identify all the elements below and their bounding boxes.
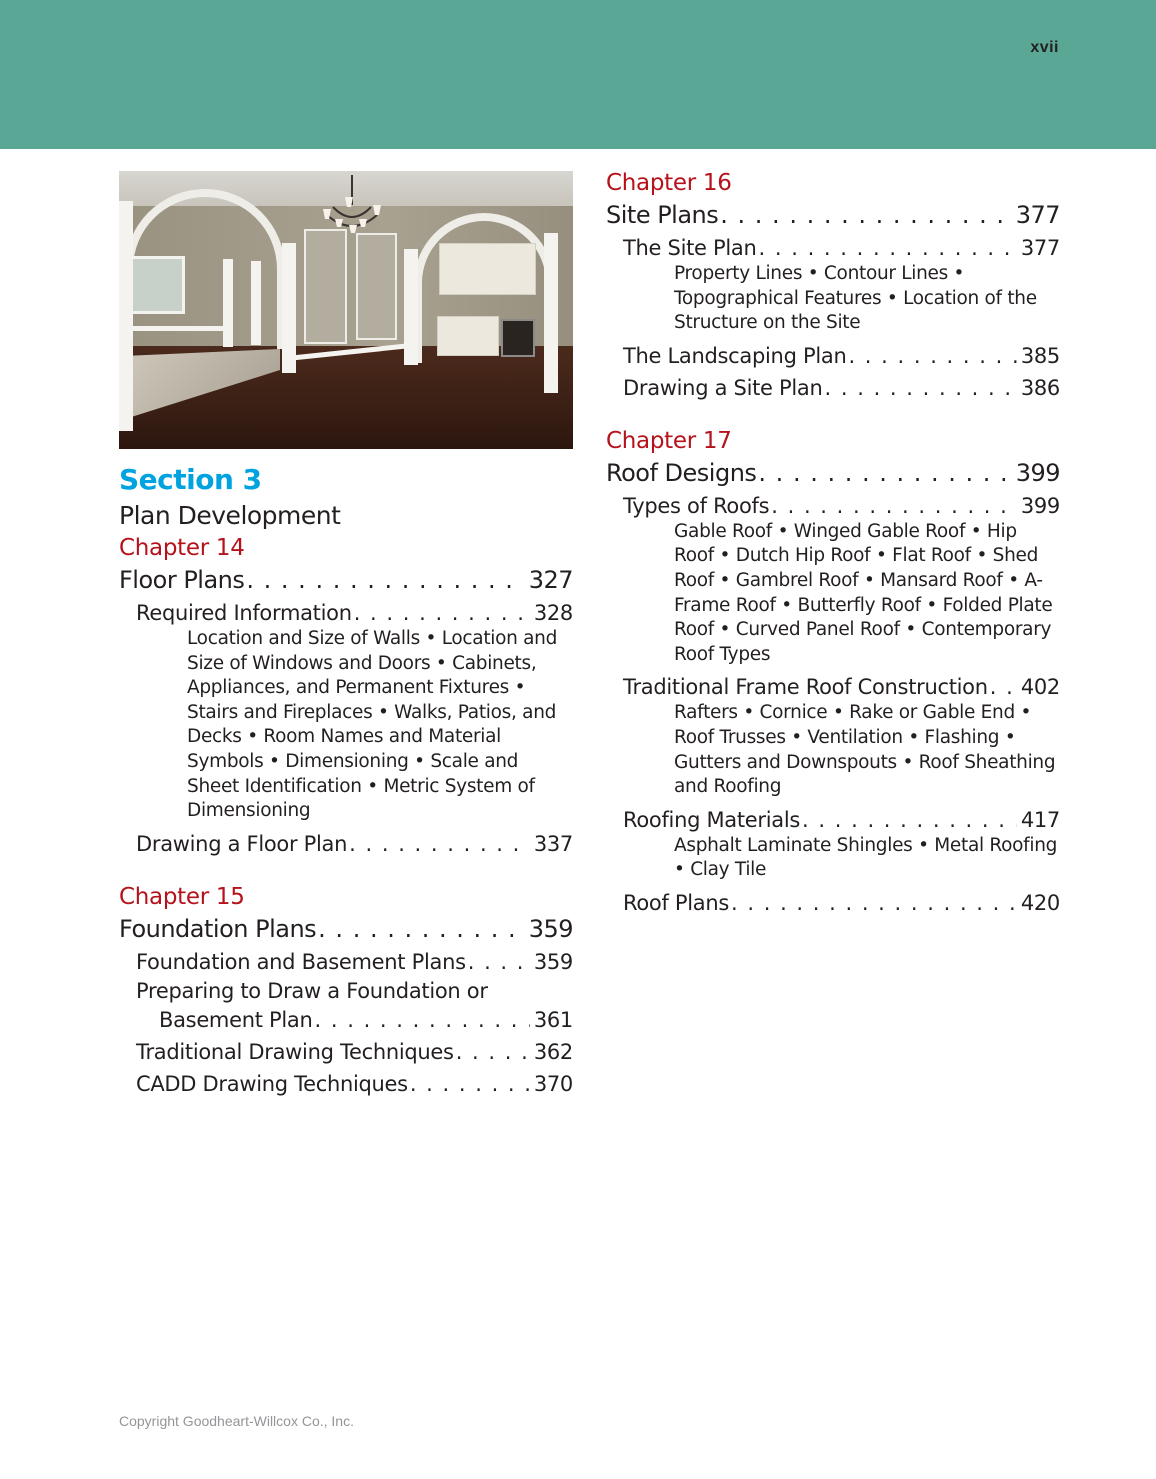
page-ref: 399 (1015, 458, 1060, 487)
page-ref: 377 (1020, 236, 1060, 260)
page-ref: 399 (1020, 493, 1060, 518)
toc-topic[interactable]: Types of Roofs . . . 399 (606, 490, 1060, 522)
toc-topic[interactable]: The Site Plan . . . 377 (606, 232, 1060, 264)
toc-topic[interactable]: Roofing Materials . . . 417 (606, 804, 1060, 836)
dot-leader (758, 456, 1011, 490)
left-column (119, 171, 573, 1100)
toc-chapter-title[interactable]: Site Plans . . . 377 (606, 198, 1060, 232)
dot-leader (246, 563, 524, 597)
chapter-label: Chapter 17 (606, 427, 732, 454)
dot-leader (315, 1004, 530, 1036)
chapter-label: Chapter 15 (119, 883, 245, 910)
dot-leader (802, 804, 1017, 836)
toc-topic-line1: Preparing to Draw a Foundation or (136, 978, 488, 1003)
chandelier-icon (319, 175, 385, 241)
chapter-14 (119, 533, 573, 860)
page-ref: 359 (528, 914, 573, 943)
dot-leader (410, 1068, 530, 1100)
toc-subtopics: Location and Size of Walls • Location and Size of Windows and Doors • Cabinets, Appliances, and Permanent Fixtures • Stairs and Fireplaces • Walks, Patios, and Decks • Room Names and Material Symbols • Dimensioning • Scale and Sheet Identification • Metric System of Dimensioning (187, 628, 558, 822)
dot-leader (731, 887, 1017, 919)
copyright-notice: Copyright Goodheart-Willcox Co., Inc. (119, 1413, 354, 1429)
photo-column (119, 201, 133, 431)
dot-leader (349, 828, 530, 860)
dot-leader (720, 198, 1011, 232)
dot-leader (759, 232, 1017, 264)
page-ref: 386 (1020, 375, 1060, 400)
chapter-15 (119, 882, 573, 1100)
toc-topic[interactable]: Drawing a Site Plan . . . 386 (606, 372, 1060, 404)
toc-topic[interactable]: CADD Drawing Techniques . . . 370 (119, 1068, 573, 1100)
toc-topic[interactable]: The Landscaping Plan . . . 385 (606, 340, 1060, 372)
page-ref: 402 (1020, 675, 1060, 700)
page-ref: 359 (533, 949, 573, 974)
toc-subtopics: Rafters • Cornice • Rake or Gable End • Roof Trusses • Ventilation • Flashing • Gutters and Downspouts • Roof Sheathing and Roofing (674, 702, 1056, 798)
toc-topic[interactable]: Required Information . . . 328 (119, 597, 573, 629)
photo-lower-cabinet (437, 316, 499, 356)
page-ref: 377 (1015, 201, 1060, 229)
page-ref: 362 (533, 1039, 573, 1064)
dot-leader (354, 597, 530, 629)
photo-wall-panel (304, 229, 347, 344)
photo-upper-cabinet (439, 243, 536, 295)
toc-topic-multiline[interactable] (119, 978, 573, 1036)
toc-topic-line2: Basement Plan . . . 361 (119, 1004, 573, 1036)
interior-room-photo (119, 171, 573, 449)
photo-wine-fridge (501, 319, 535, 357)
photo-baseboard (127, 326, 223, 331)
chapter-16 (606, 168, 1060, 404)
page-ref: 417 (1020, 807, 1060, 832)
photo-window (129, 256, 185, 314)
dot-leader (468, 946, 530, 978)
photo-column (251, 261, 261, 345)
chapter-label: Chapter 16 (606, 170, 732, 196)
toc-topic[interactable]: Drawing a Floor Plan . . . 337 (119, 828, 573, 860)
toc-topic[interactable]: Foundation and Basement Plans . . . 359 (119, 946, 573, 978)
header-band (0, 0, 1156, 149)
toc-subtopics: Gable Roof • Winged Gable Roof • Hip Roof • Dutch Hip Roof • Flat Roof • Shed Roof • Gambrel Roof • Mansard Roof • A-Frame Roof • Butterfly Roof • Folded Plate Roof • Curved Panel Roof • Contemporary Roof Types (674, 520, 1053, 665)
photo-wall-panel (356, 233, 397, 340)
dot-leader (456, 1036, 530, 1068)
toc-topic[interactable]: Roof Plans . . . 420 (606, 887, 1060, 919)
section-title: Section 3 (119, 463, 262, 496)
toc-topic[interactable]: Traditional Frame Roof Construction . . . 402 (606, 671, 1060, 703)
photo-column (282, 243, 296, 373)
toc-subtopics: Asphalt Laminate Shingles • Metal Roofing • Clay Tile (674, 834, 1058, 881)
dot-leader (825, 372, 1017, 404)
page-ref: 370 (533, 1071, 573, 1096)
toc-chapter-title[interactable]: Foundation Plans . . . 359 (119, 912, 573, 946)
dot-leader (990, 671, 1017, 703)
section-subtitle: Plan Development (119, 501, 341, 530)
page-ref: 361 (533, 1007, 573, 1032)
dot-leader (318, 912, 525, 946)
toc-chapter-title[interactable]: Floor Plans . . . 327 (119, 563, 573, 597)
page-number: xvii (1030, 39, 1059, 56)
photo-column (544, 233, 558, 393)
right-column (606, 168, 1060, 919)
dot-leader (771, 490, 1017, 522)
page-ref: 328 (533, 601, 573, 625)
chapter-label: Chapter 14 (119, 535, 245, 561)
page-ref: 327 (528, 566, 573, 594)
chapter-17 (606, 426, 1060, 919)
page-ref: 337 (533, 831, 573, 856)
dot-leader (848, 340, 1016, 372)
photo-column (223, 259, 233, 347)
page-ref: 420 (1020, 890, 1060, 915)
page-ref: 385 (1020, 343, 1060, 368)
toc-subtopics: Property Lines • Contour Lines • Topographical Features • Location of the Structure on the Site (674, 263, 1037, 334)
toc-topic[interactable]: Traditional Drawing Techniques . . . 362 (119, 1036, 573, 1068)
toc-chapter-title[interactable]: Roof Designs . . . 399 (606, 456, 1060, 490)
